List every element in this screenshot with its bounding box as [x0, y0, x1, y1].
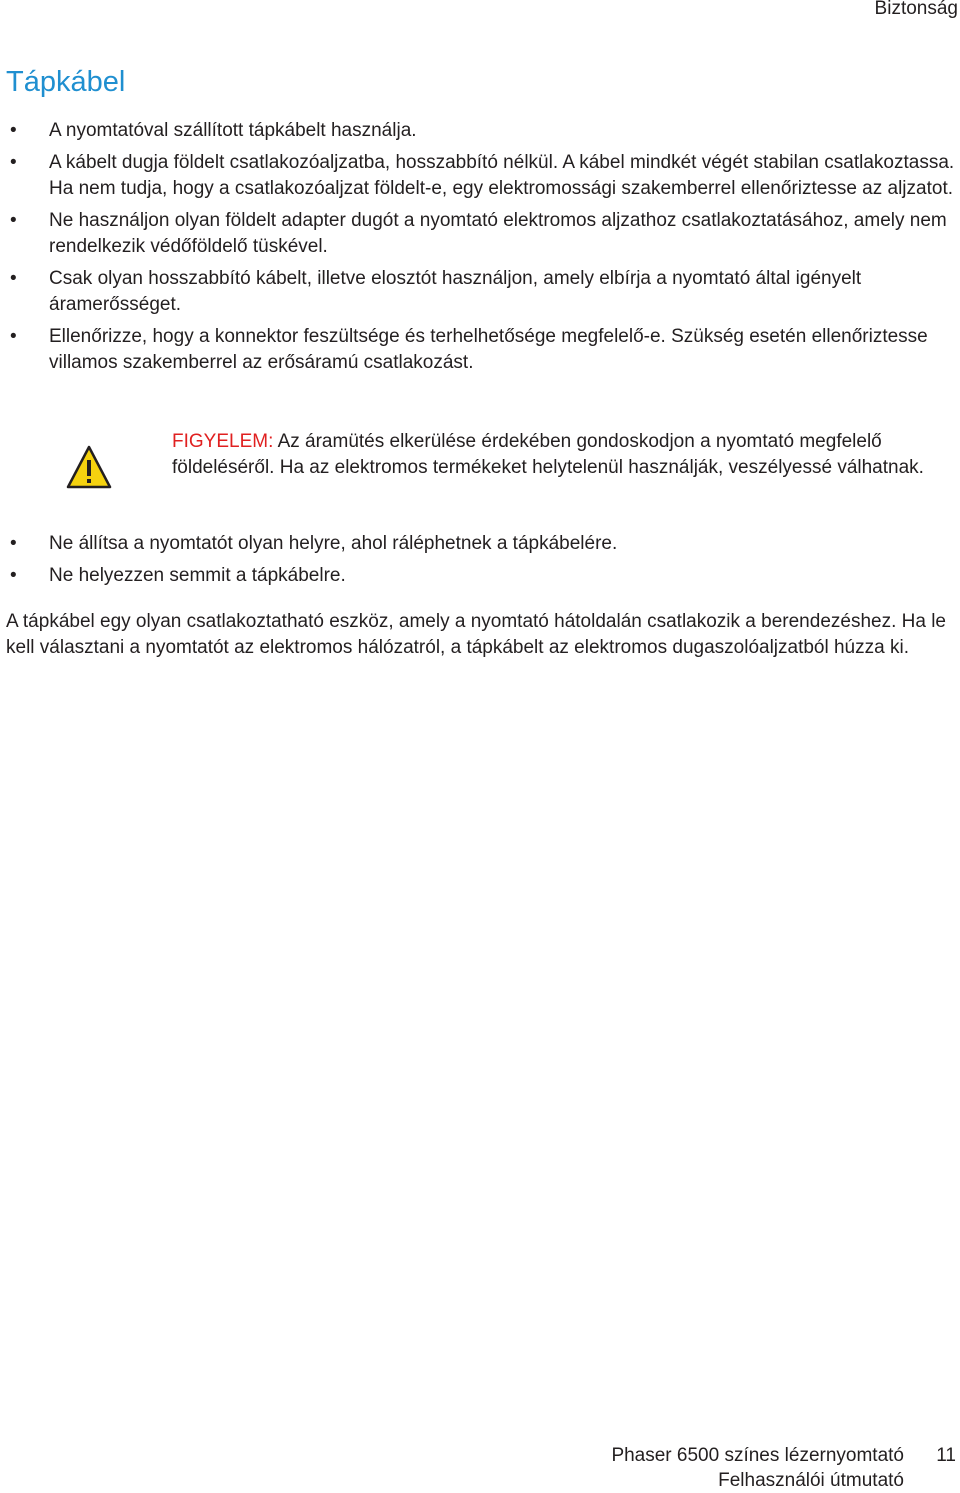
bullet-icon: • — [10, 210, 17, 231]
page-title: Tápkábel — [6, 66, 126, 98]
safety-list-1 — [0, 118, 960, 382]
body-paragraph: A tápkábel egy olyan csatlakoztatható eszköz, amely a nyomtató hátoldalán csatlakozik a berendezéshez. Ha le kell választani a nyomtatót az elektromos hálózatról, a tápkábelt az elektromos dugaszolóaljzatból húzza ki. — [6, 611, 946, 658]
bullet-icon: • — [10, 152, 17, 173]
list-item: • Ne helyezzen semmit a tápkábelre. — [0, 563, 960, 589]
bullet-icon: • — [10, 268, 17, 289]
list-item: • A kábelt dugja földelt csatlakozóaljzatba, hosszabbító nélkül. A kábel mindkét végét stabilan csatlakoztassa. Ha nem tudja, hogy a csatlakozóaljzat földelt-e, egy elektromossági szakemberrel ellenőriztesse az aljzatot. — [10, 152, 955, 199]
list-item: • Ne állítsa a nyomtatót olyan helyre, ahol ráléphetnek a tápkábelére. — [0, 531, 960, 557]
list-item: • Csak olyan hosszabbító kábelt, illetve elosztót használjon, amely elbírja a nyomtató által igényelt áramerősséget. — [10, 268, 862, 315]
footer — [611, 1443, 904, 1493]
page-number: 11 — [936, 1445, 956, 1466]
warning-triangle-icon — [66, 445, 112, 489]
warning-box — [0, 429, 960, 509]
running-header: Biztonság — [874, 0, 958, 19]
list-item: • A nyomtatóval szállított tápkábelt használja. — [0, 118, 960, 144]
footer-guide: Felhasználói útmutató — [718, 1470, 904, 1491]
warning-label: FIGYELEM: — [172, 431, 274, 452]
footer-product: Phaser 6500 színes lézernyomtató — [611, 1445, 904, 1466]
bullet-icon: • — [10, 326, 17, 347]
list-item: • Ne használjon olyan földelt adapter dugót a nyomtató elektromos aljzathoz csatlakoztatásához, amely nem rendelkezik védőföldelő tüskével. — [10, 210, 947, 257]
bullet-icon: • — [10, 120, 17, 141]
warning-message: Az áramütés elkerülése érdekében gondoskodjon a nyomtató megfelelő földeléséről. Ha az elektromos termékeket helytelenül használják, veszélyessé válhatnak. — [172, 431, 924, 478]
bullet-icon: • — [10, 565, 17, 586]
warning-text — [172, 429, 942, 481]
list-item: • Ellenőrizze, hogy a konnektor feszültsége és terhelhetősége megfelelő-e. Szükség esetén ellenőriztesse villamos szakemberrel az erősáramú csatlakozást. — [10, 326, 928, 373]
safety-list-2 — [0, 531, 960, 595]
bullet-icon: • — [10, 533, 17, 554]
